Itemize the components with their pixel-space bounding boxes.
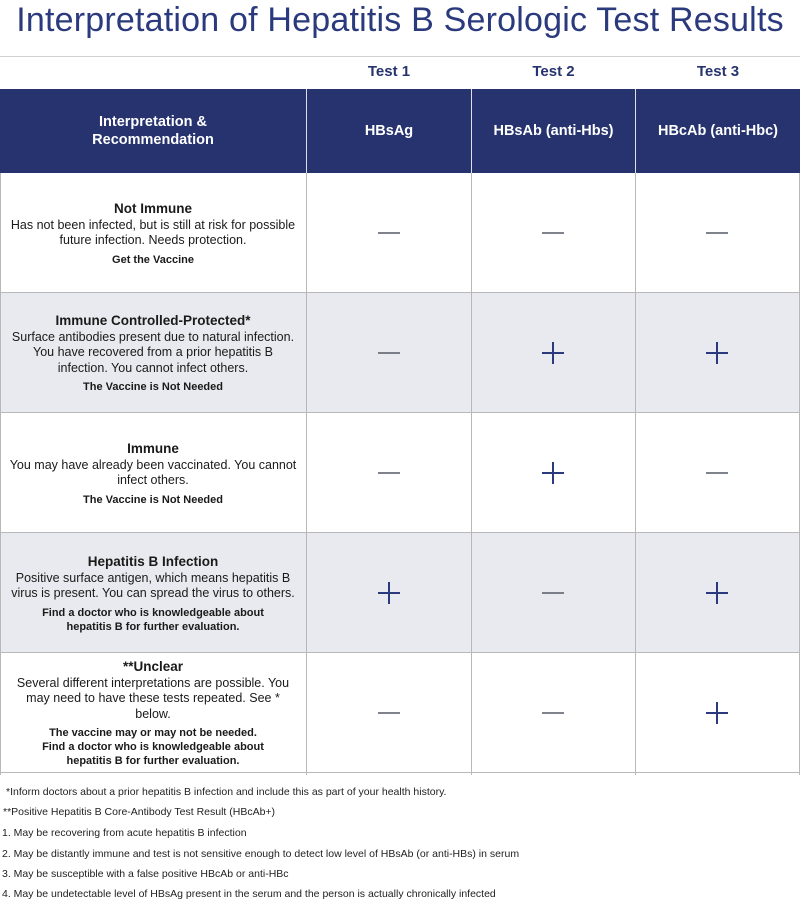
recommendation-line: Find a doctor who is knowledgeable about bbox=[42, 741, 264, 754]
interpretation-description: Has not been infected, but is still at risk for possible future infection. Needs protection. bbox=[10, 217, 296, 247]
negative-minus-icon bbox=[377, 701, 401, 725]
title-divider bbox=[0, 56, 800, 57]
recommendation bbox=[42, 726, 264, 768]
recommendation-line: Get the Vaccine bbox=[112, 253, 194, 266]
footnote: 4. May be undetectable level of HBsAg present in the serum and the person is actually chronically infected bbox=[2, 888, 496, 900]
interpretation-description: Surface antibodies present due to natural infection. You have recovered from a prior hepatitis B infection. You cannot infect others. bbox=[11, 329, 295, 375]
negative-minus-icon bbox=[377, 221, 401, 245]
footnote: 2. May be distantly immune and test is not sensitive enough to detect low level of HBsAb (or anti-HBs) in serum bbox=[2, 848, 520, 860]
negative-minus-icon bbox=[705, 461, 729, 485]
page-title: Interpretation of Hepatitis B Serologic Test Results bbox=[16, 1, 784, 39]
recommendation-line: hepatitis B for further evaluation. bbox=[66, 755, 240, 768]
footnote: 3. May be susceptible with a false positive HBcAb or anti-HBc bbox=[2, 868, 289, 880]
recommendation-line: hepatitis B for further evaluation. bbox=[66, 620, 240, 633]
recommendation bbox=[42, 606, 264, 634]
column-divider bbox=[306, 173, 307, 775]
test-2-label: Test 2 bbox=[532, 63, 575, 80]
test-1-label: Test 1 bbox=[367, 63, 411, 80]
column-divider bbox=[471, 173, 472, 775]
positive-plus-icon bbox=[541, 461, 565, 485]
footnote: *Inform doctors about a prior hepatitis B infection and include this as part of your health history. bbox=[6, 786, 447, 798]
positive-plus-icon bbox=[705, 341, 729, 365]
header-hbcab: HBcAb (anti-Hbc) bbox=[657, 123, 779, 139]
column-divider bbox=[635, 173, 636, 775]
interpretation-heading: **Unclear bbox=[122, 658, 184, 674]
recommendation bbox=[83, 493, 223, 507]
table-border-left bbox=[0, 173, 1, 775]
negative-minus-icon bbox=[541, 701, 565, 725]
header-hbsag: HBsAg bbox=[364, 123, 414, 139]
negative-minus-icon bbox=[541, 581, 565, 605]
interpretation-heading: Not Immune bbox=[113, 200, 192, 216]
interpretation-cell bbox=[0, 653, 306, 773]
recommendation bbox=[112, 253, 194, 267]
header-hbsab: HBsAb (anti-Hbs) bbox=[493, 123, 614, 139]
interpretation-description: Positive surface antigen, which means hepatitis B virus is present. You can spread the virus to others. bbox=[11, 570, 295, 600]
negative-minus-icon bbox=[541, 221, 565, 245]
positive-plus-icon bbox=[377, 581, 401, 605]
interpretation-cell bbox=[0, 173, 306, 293]
test-3-label: Test 3 bbox=[696, 63, 740, 80]
recommendation-line: The Vaccine is Not Needed bbox=[83, 493, 223, 506]
negative-minus-icon bbox=[377, 341, 401, 365]
positive-plus-icon bbox=[541, 341, 565, 365]
recommendation-line: Find a doctor who is knowledgeable about bbox=[42, 606, 264, 619]
recommendation-line: The Vaccine is Not Needed bbox=[83, 381, 223, 394]
interpretation-cell bbox=[0, 533, 306, 653]
recommendation bbox=[83, 380, 223, 394]
interpretation-heading: Immune bbox=[127, 440, 179, 456]
interpretation-description: Several different interpretations are possible. You may need to have these tests repeated. See * below. bbox=[16, 675, 290, 721]
interpretation-cell bbox=[0, 413, 306, 533]
negative-minus-icon bbox=[377, 461, 401, 485]
positive-plus-icon bbox=[705, 701, 729, 725]
footnote: 1. May be recovering from acute hepatitis B infection bbox=[2, 827, 247, 839]
interpretation-heading: Immune Controlled-Protected* bbox=[55, 312, 251, 328]
positive-plus-icon bbox=[705, 581, 729, 605]
interpretation-heading: Hepatitis B Infection bbox=[87, 553, 219, 569]
interpretation-description: You may have already been vaccinated. You cannot infect others. bbox=[9, 457, 297, 487]
interpretation-cell bbox=[0, 293, 306, 413]
negative-minus-icon bbox=[705, 221, 729, 245]
header-interpretation: Interpretation & Recommendation bbox=[92, 114, 214, 148]
footnote: **Positive Hepatitis B Core-Antibody Test Result (HBcAb+) bbox=[3, 806, 276, 818]
recommendation-line: The vaccine may or may not be needed. bbox=[49, 727, 257, 740]
